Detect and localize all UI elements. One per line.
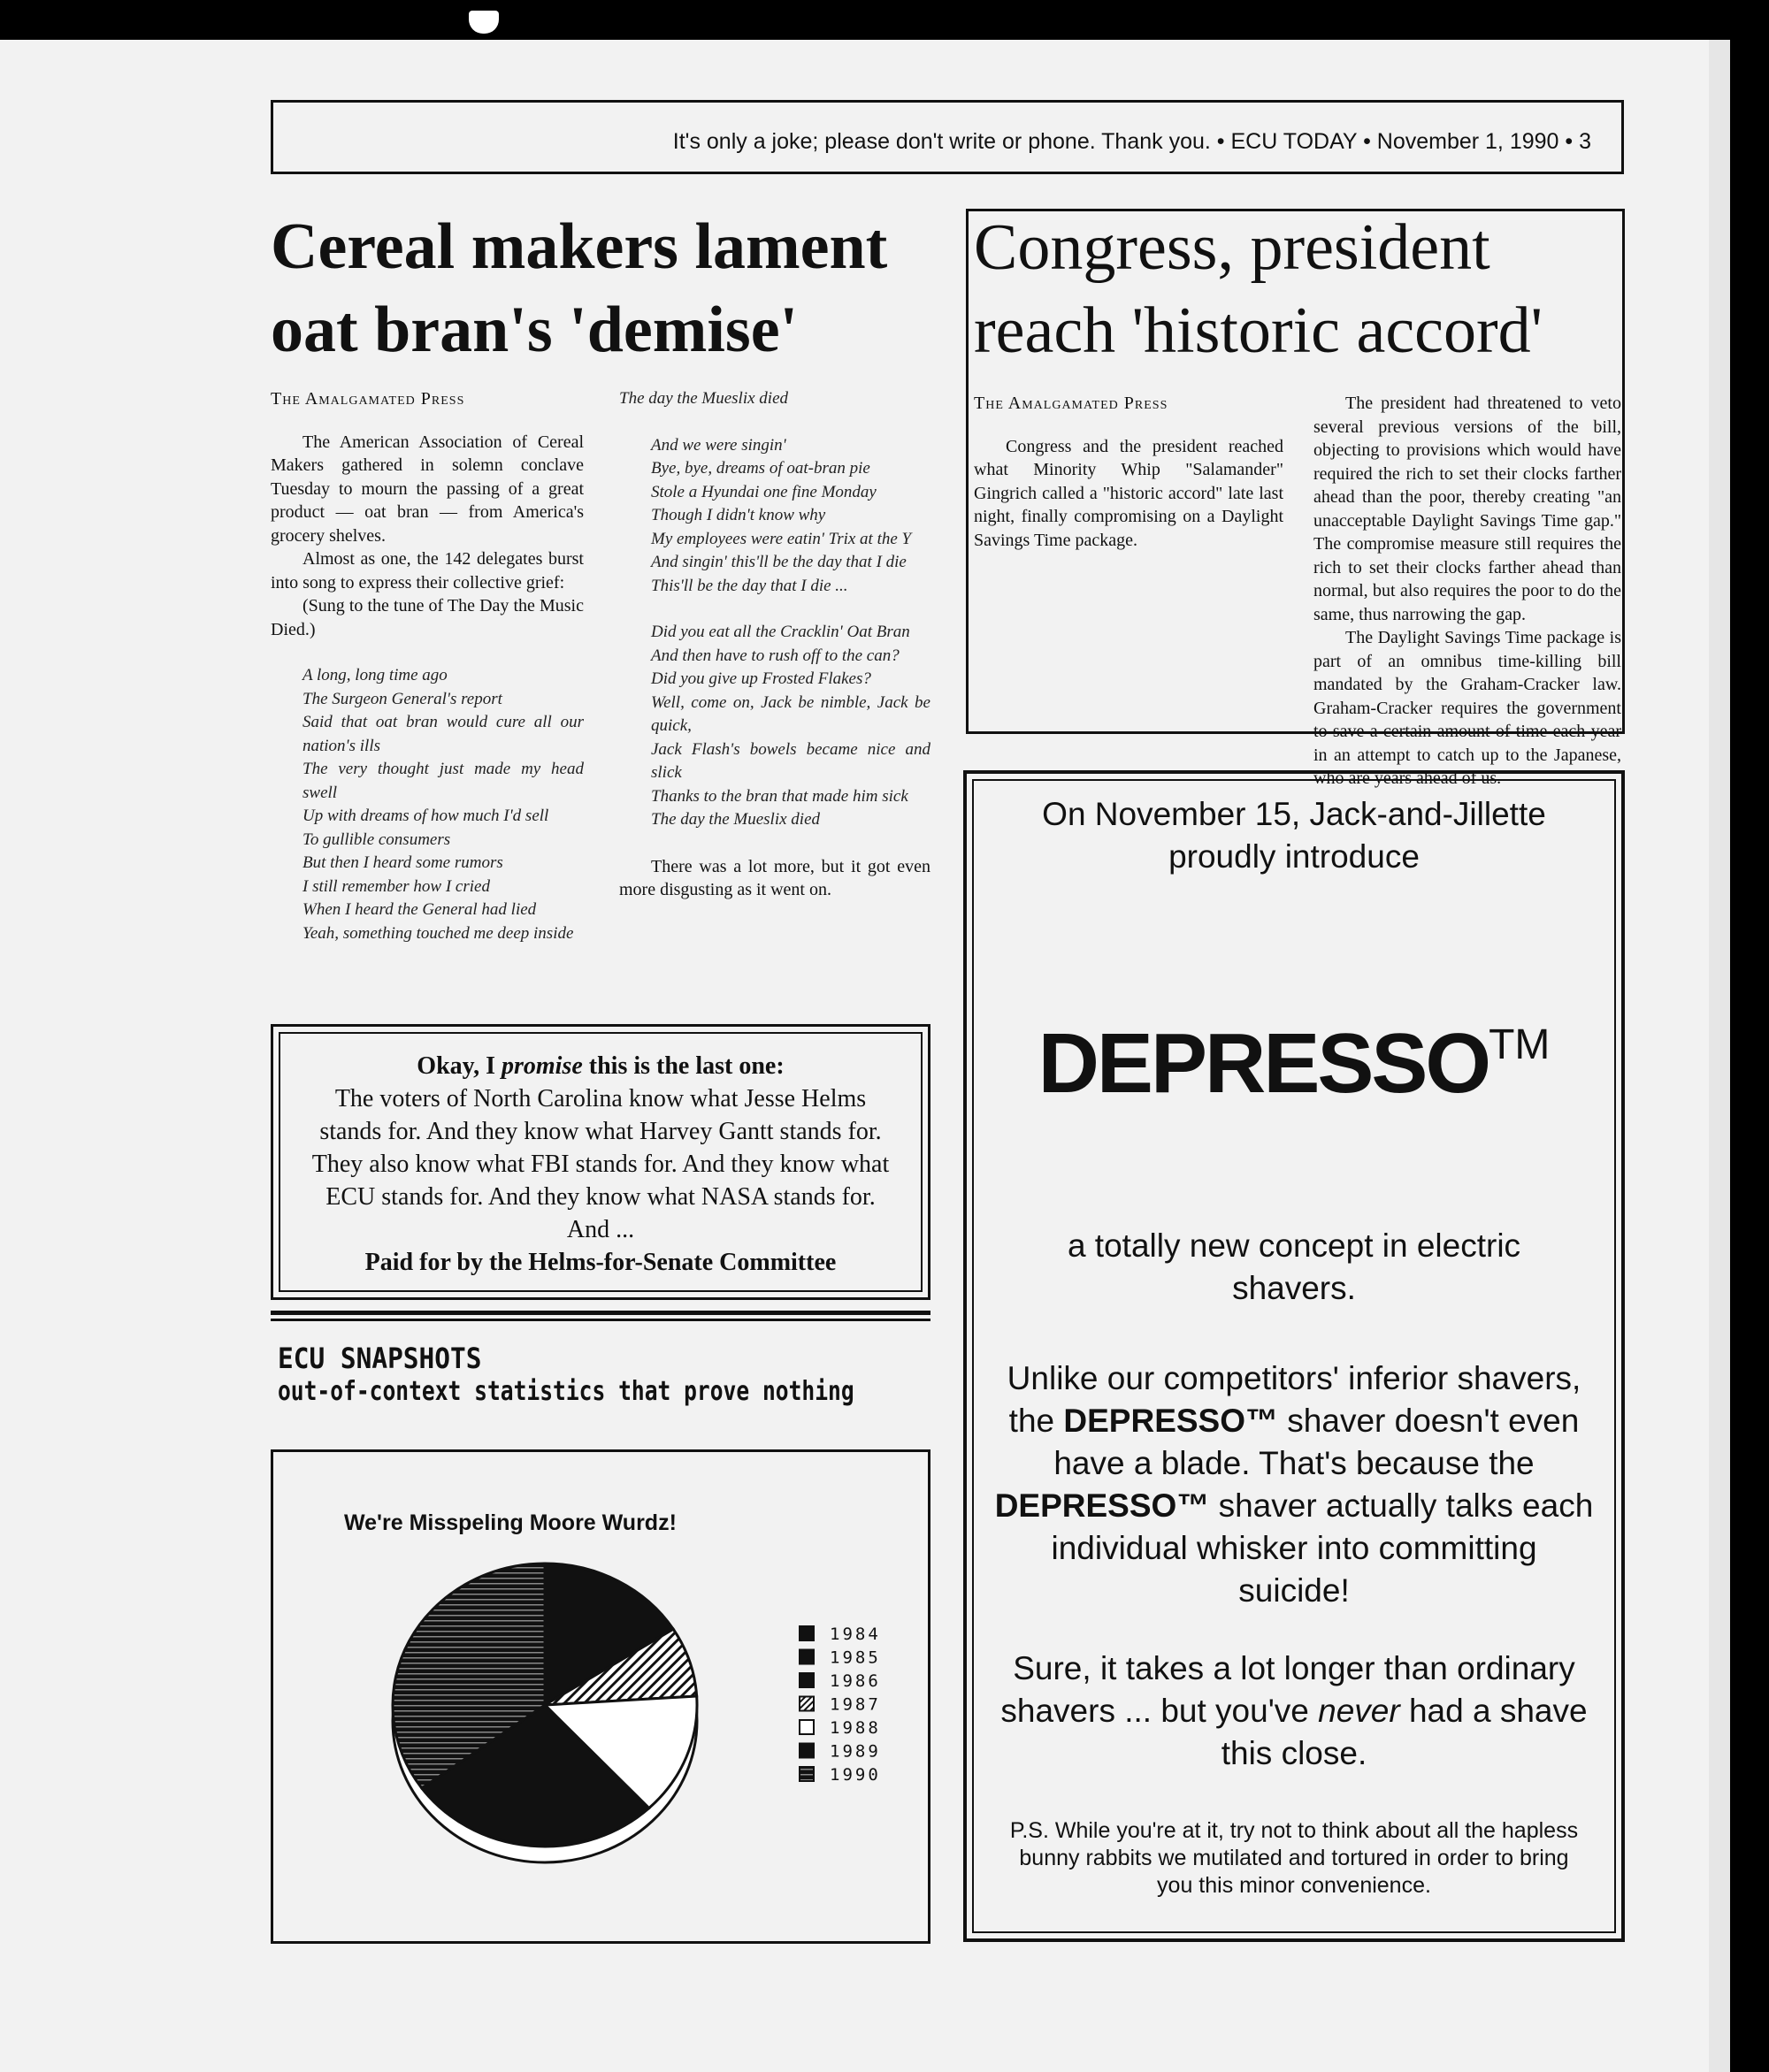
song-line: Though I didn't know why xyxy=(651,506,826,524)
depresso-ad-inner xyxy=(972,779,1616,1933)
song-line: Jack Flash's bowels became nice and slick xyxy=(651,739,930,782)
cereal-byline: The Amalgamated Press xyxy=(271,389,465,409)
song-line: I still remember how I cried xyxy=(302,876,490,896)
legend-label-1986: 1986 xyxy=(830,1671,881,1691)
song-line: A long, long time ago xyxy=(302,666,448,684)
song-line: Bye, bye, dreams of oat-bran pie xyxy=(651,459,870,478)
song-line: When I heard the General had lied xyxy=(302,900,537,919)
legend-swatch-1989 xyxy=(800,1744,814,1758)
helms-ad-inner xyxy=(279,1032,923,1292)
song-line: Did you give up Frosted Flakes? xyxy=(651,669,871,688)
header-tagline: It's only a joke; please don't write or phone. Thank you. • ECU TODAY • November 1, 1990 • 3 xyxy=(672,129,1591,154)
depresso-ad xyxy=(963,770,1625,1942)
snapshots-title: ECU SNAPSHOTS xyxy=(278,1342,482,1375)
cereal-paragraph-3: (Sung to the tune of The Day the Music Died.) xyxy=(271,596,584,639)
song-line: Well, come on, Jack be nimble, Jack be quick, xyxy=(651,692,930,735)
cereal-column-right xyxy=(619,387,930,902)
legend-swatch-1988 xyxy=(800,1720,814,1734)
song-line: My employees were eatin' Trix at the Y xyxy=(651,529,912,548)
congress-paragraph-1: Congress and the president reached what Minority Whip "Salamander" Gingrich called a "historic accord" late last night, finally compromising on a Daylight Savings Time package. xyxy=(974,436,1283,550)
legend-swatch-1987 xyxy=(800,1697,814,1711)
ad-paragraph-1: Unlike our competitors' inferior shavers, the DEPRESSO™ shaver doesn't even have a blade. That's because the DEPRESSO™ shaver actually talks each individual whisker into committing suicide! xyxy=(994,1360,1594,1609)
song-line: The Surgeon General's report xyxy=(302,689,502,708)
helms-ad-box xyxy=(271,1024,930,1300)
song-line: This'll be the day that I die ... xyxy=(651,576,848,595)
legend-label-1985: 1985 xyxy=(830,1648,881,1668)
helms-body: The voters of North Carolina know what Jesse Helms stands for. And they know what Harvey Gantt stands for. They also know what FBI stands for. And they know what ECU stands for. And they know what NASA stands for. And ... xyxy=(311,1085,890,1243)
song-line: Stole a Hyundai one fine Monday xyxy=(651,482,877,501)
song-line: Yeah, something touched me deep inside xyxy=(302,923,574,943)
cereal-column-left xyxy=(271,387,584,945)
song-verse-1 xyxy=(271,664,584,945)
pie-chart xyxy=(273,1452,928,1941)
song-line: And then have to rush off to the can? xyxy=(651,646,900,665)
congress-column-right xyxy=(1313,392,1621,788)
chart-title: We're Misspeling Moore Wurdz! xyxy=(344,1510,677,1535)
legend-label-1988: 1988 xyxy=(830,1718,881,1738)
helms-title: Okay, I promise this is the last one: xyxy=(417,1052,785,1080)
song-line: The day the Mueslix died xyxy=(619,389,789,408)
ad-concept: a totally new concept in electric shavers. xyxy=(1067,1227,1521,1306)
congress-article-box xyxy=(966,209,1625,788)
song-line: But then I heard some rumors xyxy=(302,853,503,872)
song-line: The very thought just made my head swell xyxy=(302,760,584,802)
legend-label-1989: 1989 xyxy=(830,1741,881,1762)
song-line: The day the Mueslix died xyxy=(651,810,821,829)
page-edge xyxy=(1709,40,1730,2072)
ad-paragraph-2: Sure, it takes a lot longer than ordinary shavers ... but you've never had a shave this close. xyxy=(1000,1650,1588,1771)
cereal-paragraph-1: The American Association of Cereal Makers gathered in solemn conclave Tuesday to mourn the passing of a great product — oat bran — from America's grocery shelves. xyxy=(271,432,584,546)
snapshots-subtitle: out-of-context statistics that prove nothing xyxy=(278,1376,854,1407)
congress-column-left xyxy=(974,392,1283,552)
song-line: Up with dreams of how much I'd sell xyxy=(302,807,549,825)
song-line: Said that oat bran would cure all our nation's ills xyxy=(302,713,584,755)
cereal-closing: There was a lot more, but it got even more disgusting as it went on. xyxy=(619,856,930,899)
ad-intro: On November 15, Jack-and-Jillette proudly introduce xyxy=(1042,796,1546,875)
legend-swatch-1985 xyxy=(800,1650,814,1664)
song-verse-2 xyxy=(619,387,930,832)
cereal-paragraph-2: Almost as one, the 142 delegates burst into song to express their collective grief: xyxy=(271,549,584,593)
cereal-headline: Cereal makers lament oat bran's 'demise' xyxy=(271,210,888,366)
song-line: To gullible consumers xyxy=(302,830,451,849)
legend-label-1984: 1984 xyxy=(830,1625,881,1644)
ad-brand: DEPRESSO™ xyxy=(1038,1016,1551,1111)
section-rule xyxy=(271,1311,930,1321)
paper-notch xyxy=(469,11,499,34)
congress-paragraph-3: The Daylight Savings Time package is part of an omnibus time-killing bill mandated by the Graham-Cracker law. Graham-Cracker requires the government to save a certain amount of time each year in an attempt to catch up to the Japanese, who are years ahead of us. xyxy=(1313,628,1621,788)
congress-byline: The Amalgamated Press xyxy=(974,394,1168,413)
legend-label-1990: 1990 xyxy=(830,1765,881,1785)
helms-paid-for: Paid for by the Helms-for-Senate Committee xyxy=(364,1249,837,1276)
song-line: Did you eat all the Cracklin' Oat Bran xyxy=(651,623,910,641)
snapshot-chart xyxy=(271,1449,930,1944)
legend-swatch-1990 xyxy=(800,1767,814,1781)
song-line: And we were singin' xyxy=(651,435,786,455)
song-line: Thanks to the bran that made him sick xyxy=(651,786,908,806)
congress-headline: Congress, president reach 'historic accord' xyxy=(974,211,1543,367)
legend-swatch-1984 xyxy=(800,1626,814,1640)
page-header xyxy=(271,100,1624,174)
congress-paragraph-2: The president had threatened to veto several previous versions of the bill, objecting to provisions which would have required the rich to set their clocks farther ahead than the poor, thereby creating "an unacceptable Daylight Savings Time gap." The compromise measure still requires the rich to set their clocks farther ahead than normal, but also requires the poor to do the same, thus narrowing the gap. xyxy=(1313,394,1621,624)
legend-swatch-1986 xyxy=(800,1673,814,1687)
song-line: And singin' this'll be the day that I die xyxy=(651,553,907,571)
ad-postscript: P.S. While you're at it, try not to think about all the hapless bunny rabbits we mutilated and tortured in order to bring you this minor convenience. xyxy=(1009,1818,1579,1898)
legend-label-1987: 1987 xyxy=(830,1694,881,1715)
